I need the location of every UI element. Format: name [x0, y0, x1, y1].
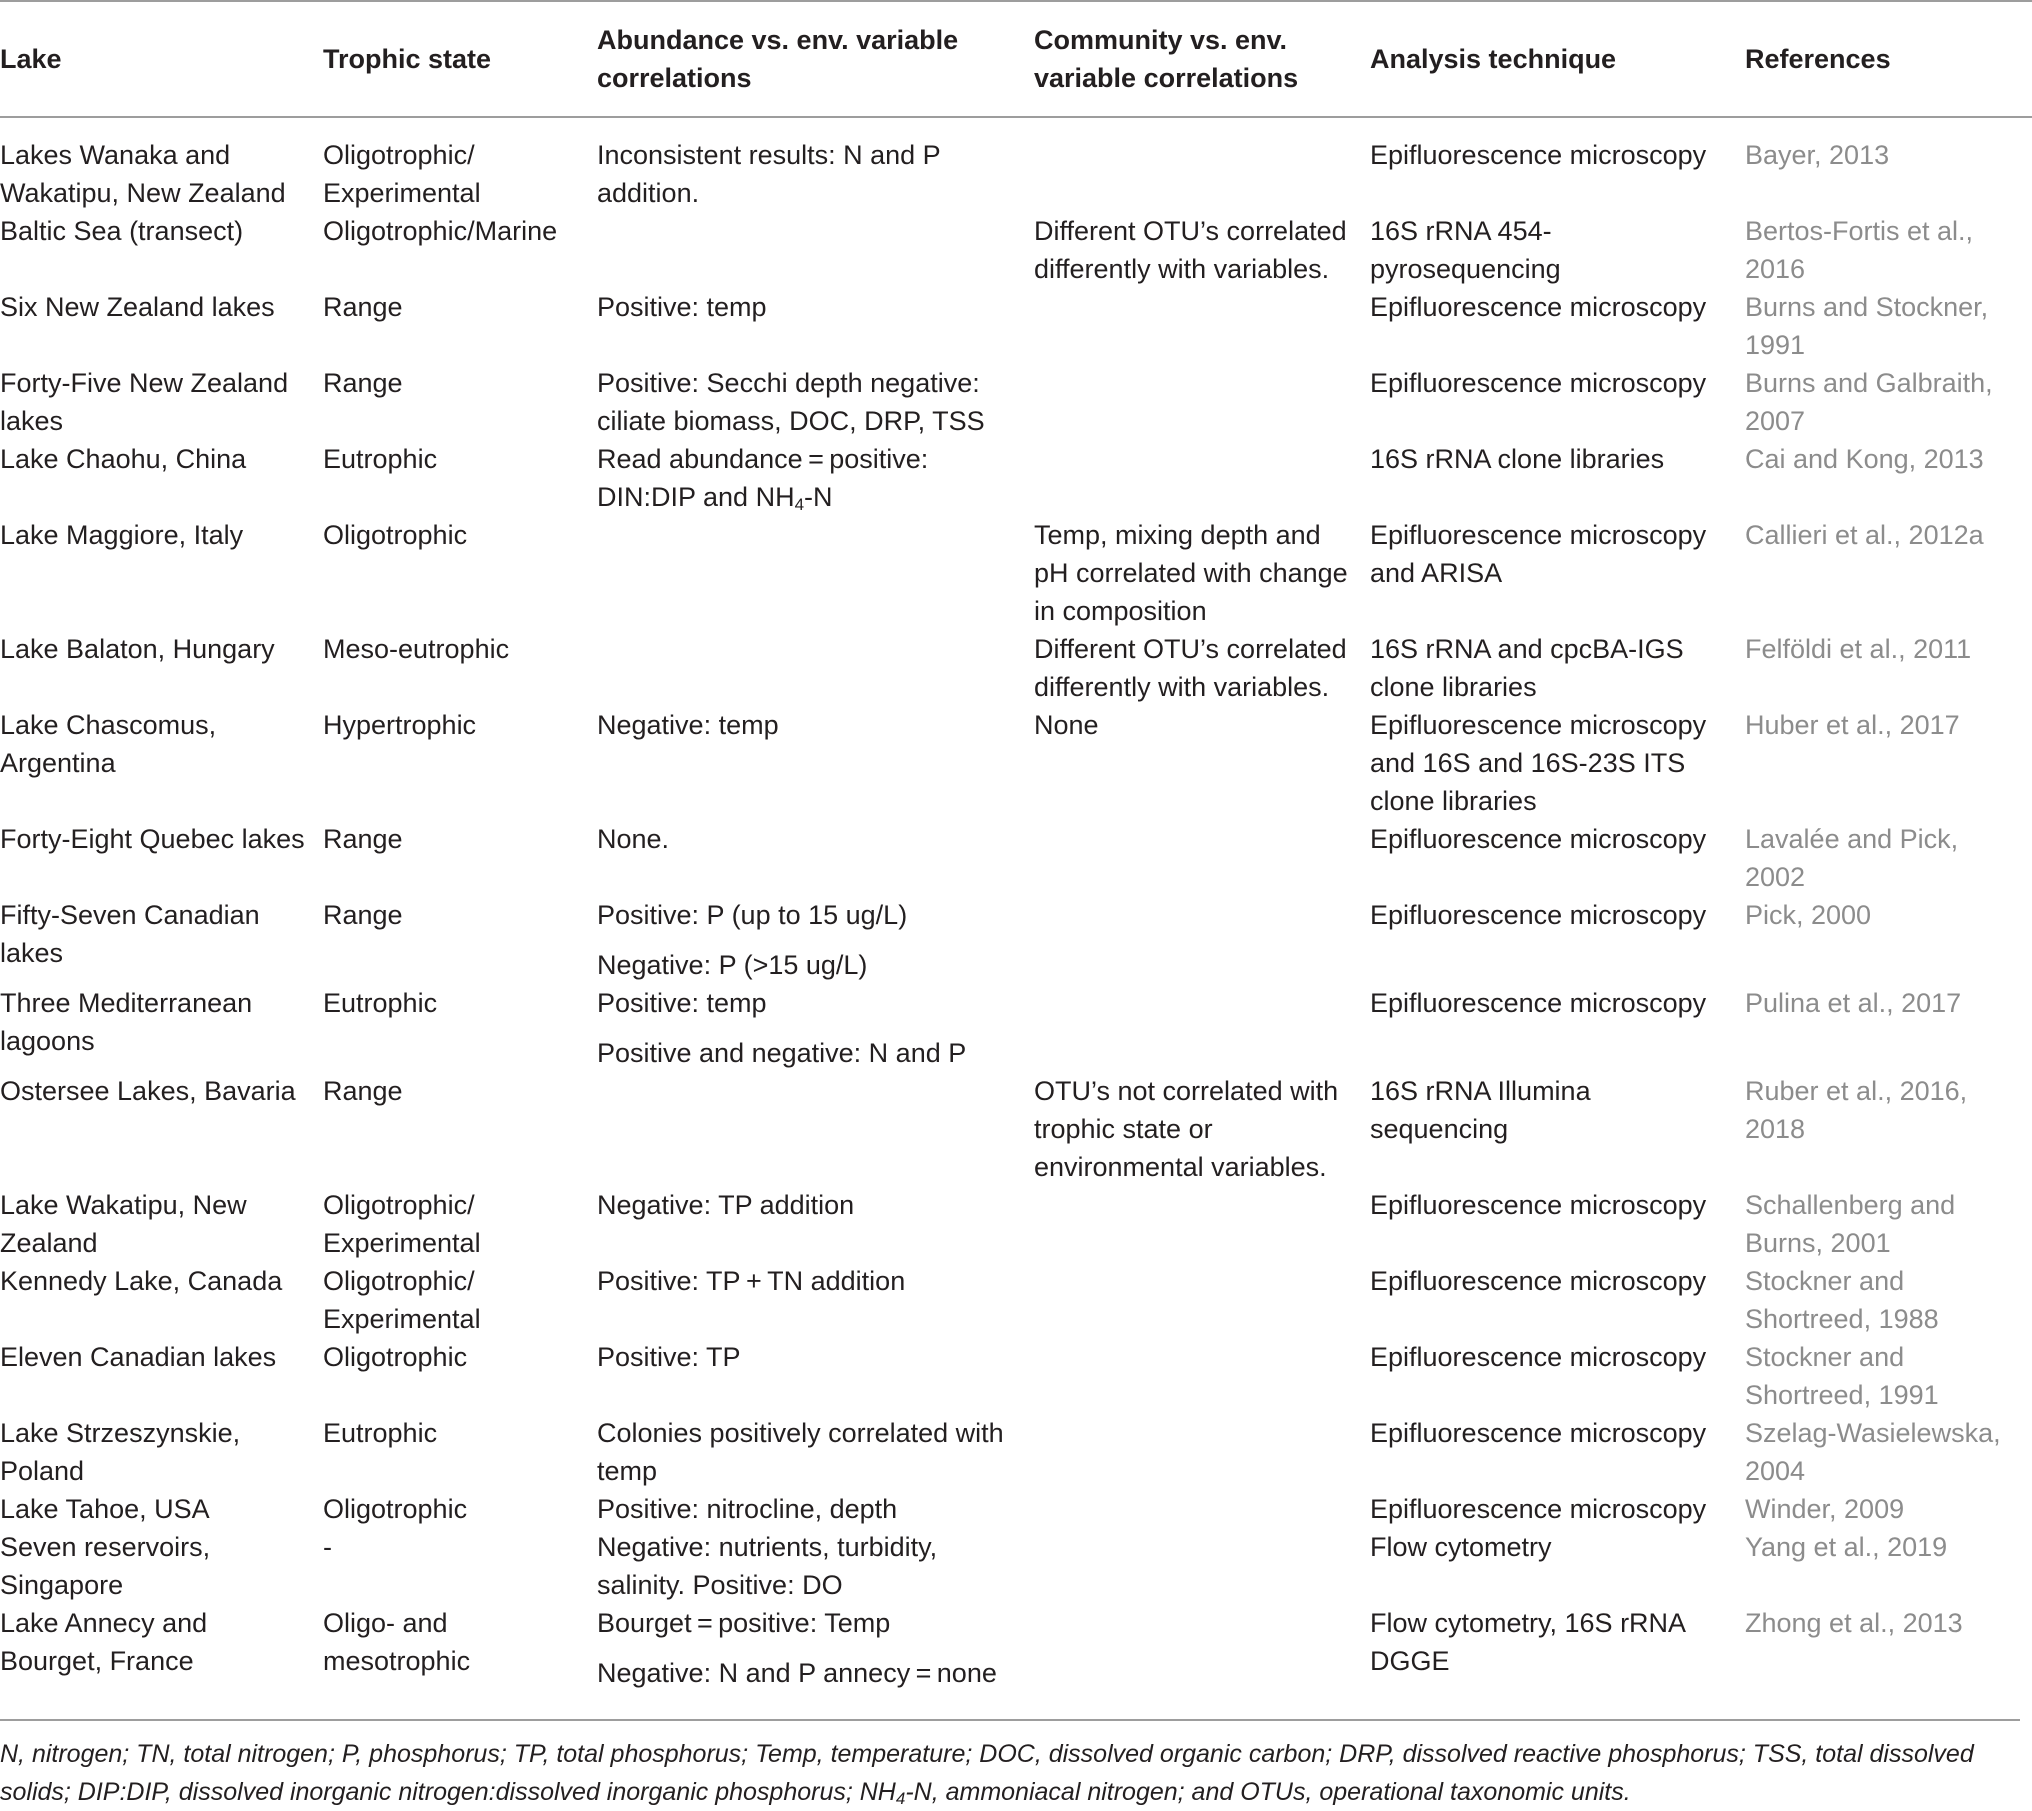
abundance-paragraph [597, 136, 1020, 212]
cell-lake: Seven reservoirs, Singapore [0, 1532, 211, 1600]
cell-lake: Eleven Canadian lakes [0, 1342, 277, 1372]
abundance-text: Positive: temp [597, 292, 767, 322]
cell-lake: Six New Zealand lakes [0, 292, 275, 322]
cell-abundance-correlations [597, 440, 1034, 516]
abundance-subscript: 4 [794, 495, 805, 514]
cell-reference: Zhong et al., 2013 [1745, 1608, 1963, 1638]
abundance-text: Positive: nitrocline, depth [597, 1494, 898, 1524]
cell-trophic-state: Oligotrophic [323, 1494, 468, 1524]
cell-trophic-state: Oligotrophic [323, 1342, 468, 1372]
cell-reference: Felföldi et al., 2011 [1745, 634, 1972, 664]
cell-reference: Callieri et al., 2012a [1745, 520, 1984, 550]
cell-trophic-state: Eutrophic [323, 444, 438, 474]
cell-trophic-state: Eutrophic [323, 1418, 438, 1448]
cell-community-correlations: None [1034, 710, 1099, 740]
cell-trophic-state: Oligotrophic/ Experimental [323, 1266, 481, 1334]
cell-trophic-state: Oligotrophic/Marine [323, 216, 558, 246]
cell-trophic-state: Range [323, 368, 403, 398]
header-trophic-state: Trophic state [323, 44, 492, 74]
table-row [0, 1072, 2032, 1186]
cell-community-correlations [1034, 440, 1370, 516]
abundance-text: Negative: nutrients, turbidity, salinity. Positive: DO [597, 1532, 938, 1600]
table-row [0, 440, 2032, 516]
cell-abundance-correlations [597, 117, 1034, 212]
cell-trophic-state: Hypertrophic [323, 710, 477, 740]
cell-analysis-technique: Epifluorescence microscopy [1370, 900, 1707, 930]
cell-community-correlations [1034, 1490, 1370, 1528]
cell-abundance-correlations [597, 1490, 1034, 1528]
cell-analysis-technique: Epifluorescence microscopy [1370, 1494, 1707, 1524]
cell-abundance-correlations [597, 706, 1034, 820]
header-community-correlations: Community vs. env. variable correlations [1034, 25, 1299, 93]
cell-analysis-technique: 16S rRNA and cpcBA-IGS clone libraries [1370, 634, 1684, 702]
cell-trophic-state: Range [323, 900, 403, 930]
cell-community-correlations [1034, 1528, 1370, 1604]
abundance-text: Negative: N and P annecy = none [597, 1658, 997, 1688]
table-row [0, 984, 2032, 1072]
table-row [0, 896, 2032, 984]
abundance-paragraph [597, 896, 1020, 934]
cell-community-correlations [1034, 288, 1370, 364]
cell-lake: Lake Chascomus, Argentina [0, 710, 217, 778]
cell-analysis-technique: 16S rRNA Illumina sequencing [1370, 1076, 1591, 1144]
cell-lake: Lake Wakatipu, New Zealand [0, 1190, 247, 1258]
cell-abundance-correlations [597, 1414, 1034, 1490]
cell-lake: Forty-Eight Quebec lakes [0, 824, 305, 854]
table-row [0, 1262, 2032, 1338]
abundance-text: Positive: P (up to 15 ug/L) [597, 900, 908, 930]
cell-analysis-technique: Epifluorescence microscopy [1370, 824, 1707, 854]
abundance-text: Inconsistent results: N and P addition. [597, 140, 941, 208]
cell-abundance-correlations [597, 1528, 1034, 1604]
cell-lake: Lake Chaohu, China [0, 444, 247, 474]
table-row [0, 516, 2032, 630]
cell-abundance-correlations [597, 1186, 1034, 1262]
cell-trophic-state: Oligo- and mesotrophic [323, 1608, 471, 1676]
abundance-text: Read abundance = positive: DIN:DIP and NH [597, 444, 929, 512]
cell-lake: Lake Strzeszynskie, Poland [0, 1418, 241, 1486]
cell-lake: Lake Maggiore, Italy [0, 520, 244, 550]
abundance-paragraph [597, 1034, 1020, 1072]
cell-trophic-state: Oligotrophic [323, 520, 468, 550]
cell-reference: Burns and Galbraith, 2007 [1745, 368, 1993, 436]
abundance-text: Bourget = positive: Temp [597, 1608, 891, 1638]
abundance-paragraph [597, 946, 1020, 984]
cell-analysis-technique: 16S rRNA clone libraries [1370, 444, 1665, 474]
header-references: References [1745, 44, 1891, 74]
cell-lake: Ostersee Lakes, Bavaria [0, 1076, 296, 1106]
cell-analysis-technique: Epifluorescence microscopy [1370, 1190, 1707, 1220]
abundance-text: Positive: temp [597, 988, 767, 1018]
cell-trophic-state: Range [323, 1076, 403, 1106]
cell-reference: Ruber et al., 2016, 2018 [1745, 1076, 1968, 1144]
abundance-text: None. [597, 824, 670, 854]
cell-community-correlations [1034, 1414, 1370, 1490]
cell-analysis-technique: Flow cytometry [1370, 1532, 1552, 1562]
abundance-paragraph [597, 1604, 1020, 1642]
footnote-text-start: N, nitrogen; TN, total nitrogen; P, phosphorus; TP, total phosphorus; Temp, temperature; DOC, dissolved organic carbon; DRP, dissolved reactive phosphorus; TSS, total dissolved solids; DIP:DIP, dissolved inorganic nitrogen:dissolved inorganic phosphorus; NH [0, 1740, 1974, 1806]
cell-analysis-technique: Epifluorescence microscopy [1370, 292, 1707, 322]
abundance-paragraph [597, 1338, 1020, 1376]
header-abundance-correlations: Abundance vs. env. variable correlations [597, 25, 959, 93]
cell-trophic-state: Oligotrophic/ Experimental [323, 140, 481, 208]
cell-analysis-technique: Flow cytometry, 16S rRNA DGGE [1370, 1608, 1685, 1676]
abundance-paragraph [597, 1654, 1020, 1692]
cell-community-correlations [1034, 364, 1370, 440]
table-row [0, 364, 2032, 440]
cell-lake: Fifty-Seven Canadian lakes [0, 900, 260, 968]
abundance-paragraph [597, 1490, 1020, 1528]
abundance-paragraph [597, 984, 1020, 1022]
cell-trophic-state: Oligotrophic/ Experimental [323, 1190, 481, 1258]
cell-reference: Winder, 2009 [1745, 1494, 1905, 1524]
cell-community-correlations [1034, 896, 1370, 984]
cell-community-correlations: Different OTU’s correlated differently with variables. [1034, 216, 1347, 284]
cell-abundance-correlations [597, 1604, 1034, 1696]
cell-reference: Burns and Stockner, 1991 [1745, 292, 1989, 360]
cell-analysis-technique: Epifluorescence microscopy [1370, 1342, 1707, 1372]
abundance-paragraph [597, 288, 1020, 326]
cell-community-correlations: Temp, mixing depth and pH correlated with change in composition [1034, 520, 1348, 626]
table-row [0, 1528, 2032, 1604]
table-row [0, 212, 2032, 288]
cell-reference: Lavalée and Pick, 2002 [1745, 824, 1959, 892]
cell-community-correlations [1034, 984, 1370, 1072]
cell-analysis-technique: Epifluorescence microscopy [1370, 988, 1707, 1018]
abundance-text: Negative: TP addition [597, 1190, 855, 1220]
cell-reference: Schallenberg and Burns, 2001 [1745, 1190, 1956, 1258]
cell-trophic-state: Range [323, 824, 403, 854]
abundance-text: Colonies positively correlated with temp [597, 1418, 1004, 1486]
cell-reference: Szelag-Wasielewska, 2004 [1745, 1418, 2001, 1486]
cell-abundance-correlations [597, 820, 1034, 896]
abundance-paragraph [597, 706, 1020, 744]
cell-lake: Lake Tahoe, USA [0, 1494, 210, 1524]
cell-abundance-correlations [597, 630, 1034, 706]
cell-community-correlations: Different OTU’s correlated differently with variables. [1034, 634, 1347, 702]
cell-abundance-correlations [597, 1338, 1034, 1414]
table-row [0, 630, 2032, 706]
abundance-text: Positive: TP + TN addition [597, 1266, 906, 1296]
cell-trophic-state: Eutrophic [323, 988, 438, 1018]
cell-lake: Baltic Sea (transect) [0, 216, 244, 246]
abundance-paragraph [597, 440, 1020, 516]
cell-analysis-technique: 16S rRNA 454-pyrosequencing [1370, 216, 1561, 284]
table-row [0, 706, 2032, 820]
cell-abundance-correlations [597, 984, 1034, 1072]
cell-lake: Forty-Five New Zealand lakes [0, 368, 289, 436]
footnote-text-end: -N, ammoniacal nitrogen; and OTUs, operational taxonomic units. [905, 1778, 1631, 1806]
cell-reference: Stockner and Shortreed, 1991 [1745, 1342, 1939, 1410]
table-footnote [0, 1719, 2020, 1811]
table-body [0, 117, 2032, 1696]
cell-reference: Bertos-Fortis et al., 2016 [1745, 216, 1974, 284]
cell-trophic-state: Range [323, 292, 403, 322]
abundance-paragraph [597, 1414, 1020, 1490]
cell-community-correlations: OTU’s not correlated with trophic state or environmental variables. [1034, 1076, 1339, 1182]
abundance-paragraph [597, 820, 1020, 858]
cell-reference: Bayer, 2013 [1745, 140, 1890, 170]
table-row [0, 288, 2032, 364]
cell-lake: Kennedy Lake, Canada [0, 1266, 283, 1296]
cell-lake: Lake Annecy and Bourget, France [0, 1608, 208, 1676]
cell-analysis-technique: Epifluorescence microscopy and 16S and 16S-23S ITS clone libraries [1370, 710, 1707, 816]
cell-analysis-technique: Epifluorescence microscopy [1370, 1266, 1707, 1296]
cell-analysis-technique: Epifluorescence microscopy [1370, 368, 1707, 398]
table-row [0, 1490, 2032, 1528]
abundance-text: Positive and negative: N and P [597, 1038, 967, 1068]
header-lake: Lake [0, 44, 62, 74]
cell-community-correlations [1034, 1338, 1370, 1414]
cell-abundance-correlations [597, 364, 1034, 440]
abundance-text: Positive: TP [597, 1342, 741, 1372]
cell-community-correlations [1034, 117, 1370, 212]
table-row [0, 1414, 2032, 1490]
abundance-paragraph [597, 364, 1020, 440]
cell-lake: Lake Balaton, Hungary [0, 634, 275, 664]
cell-abundance-correlations [597, 896, 1034, 984]
cell-trophic-state: - [323, 1532, 332, 1562]
cell-reference: Huber et al., 2017 [1745, 710, 1960, 740]
abundance-paragraph [597, 1528, 1020, 1604]
cell-abundance-correlations [597, 1072, 1034, 1186]
table-row [0, 1186, 2032, 1262]
abundance-text: Negative: temp [597, 710, 779, 740]
cell-community-correlations [1034, 820, 1370, 896]
cell-analysis-technique: Epifluorescence microscopy and ARISA [1370, 520, 1707, 588]
cell-community-correlations [1034, 1604, 1370, 1696]
abundance-text: Positive: Secchi depth negative: ciliate biomass, DOC, DRP, TSS [597, 368, 985, 436]
table-header-row [0, 1, 2032, 117]
cell-abundance-correlations [597, 212, 1034, 288]
cell-community-correlations [1034, 1186, 1370, 1262]
cell-abundance-correlations [597, 516, 1034, 630]
abundance-paragraph [597, 1186, 1020, 1224]
cell-lake: Lakes Wanaka and Wakatipu, New Zealand [0, 140, 286, 208]
cell-abundance-correlations [597, 288, 1034, 364]
cell-reference: Yang et al., 2019 [1745, 1532, 1948, 1562]
cell-analysis-technique: Epifluorescence microscopy [1370, 1418, 1707, 1448]
header-analysis-technique: Analysis technique [1370, 44, 1617, 74]
abundance-paragraph [597, 1262, 1020, 1300]
cell-abundance-correlations [597, 1262, 1034, 1338]
footnote-subscript: 4 [895, 1789, 906, 1808]
table-row [0, 820, 2032, 896]
cell-reference: Pulina et al., 2017 [1745, 988, 1962, 1018]
abundance-text: Negative: P (>15 ug/L) [597, 950, 868, 980]
abundance-tail: -N [804, 482, 833, 512]
cell-lake: Three Mediterranean lagoons [0, 988, 253, 1056]
cell-trophic-state: Meso-eutrophic [323, 634, 510, 664]
cell-reference: Pick, 2000 [1745, 900, 1872, 930]
table-row [0, 1338, 2032, 1414]
table-row [0, 1604, 2032, 1696]
cell-community-correlations [1034, 1262, 1370, 1338]
cell-reference: Cai and Kong, 2013 [1745, 444, 1984, 474]
cell-analysis-technique: Epifluorescence microscopy [1370, 140, 1707, 170]
table-row [0, 117, 2032, 212]
cell-reference: Stockner and Shortreed, 1988 [1745, 1266, 1939, 1334]
